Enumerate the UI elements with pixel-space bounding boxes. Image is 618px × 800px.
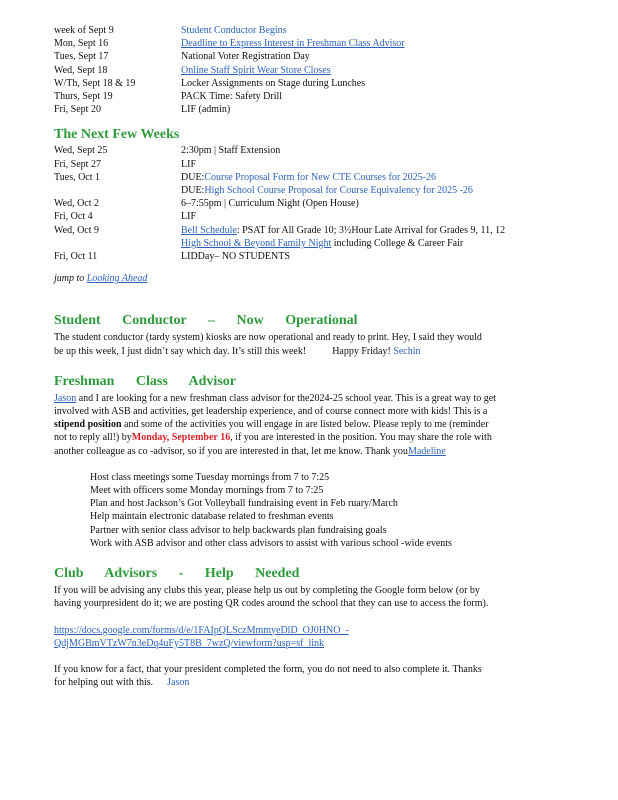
bullet-icon xyxy=(54,510,90,523)
freshman-text-3-body: and some of the activities you will engage in are listed below. Please reply to me (reminder xyxy=(121,419,489,431)
club-text-1: If you will be advising any clubs this year, please help us out by completing the Google form below (or by xyxy=(54,585,480,597)
calendar-row xyxy=(54,237,574,250)
bell-schedule-link[interactable]: Bell Schedule xyxy=(181,224,237,236)
calendar-date xyxy=(54,237,181,250)
signoff: Happy Friday! xyxy=(332,345,391,357)
calendar-event: Locker Assignments on Stage during Lunches xyxy=(181,77,366,89)
calendar-event-link[interactable]: Deadline to Express Interest in Freshman Class Advisor xyxy=(181,38,405,50)
calendar-event: LIF xyxy=(181,211,196,223)
calendar-row xyxy=(54,77,574,90)
event-detail: including College & Career Fair xyxy=(331,237,464,249)
list-item-text: Host class meetings some Tuesday mornings from 7 to 7:25 xyxy=(90,471,330,483)
bullet-icon xyxy=(54,471,90,484)
freshman-text-3 xyxy=(54,418,574,431)
calendar-event: LIF xyxy=(181,158,196,170)
calendar-event xyxy=(181,237,574,250)
calendar-event: 2:30pm | Staff Extension xyxy=(181,145,281,157)
club-text-4 xyxy=(54,676,574,689)
week-calendar xyxy=(54,24,574,116)
calendar-row xyxy=(54,50,574,63)
freshman-text-2: involved with ASB and activities, get leadership experience, and of course connect more with kids! This is a xyxy=(54,406,488,418)
event-detail: : PSAT for All Grade 10; 3½Hour Late Arrival for Grades 9, 11, 12 xyxy=(236,224,506,236)
author-name: Jason xyxy=(167,677,190,689)
club-text-3: If you know for a fact, that your president completed the form, you do not need to also complete it. Thanks xyxy=(54,663,482,675)
madeline-link[interactable]: Madeline xyxy=(407,445,446,457)
newsletter-page xyxy=(54,24,574,689)
google-form-url-1[interactable]: https://docs.google.com/forms/d/e/1FAIpQLSczMmmyeDlD_OJ0HNO_- xyxy=(54,624,349,636)
calendar-event: PACK Time: Safety Drill xyxy=(181,91,283,103)
section-heading-next-weeks: The Next Few Weeks xyxy=(54,127,180,143)
list-item xyxy=(54,497,574,510)
jason-link[interactable]: Jason xyxy=(54,392,77,404)
section-heading-freshman-advisor: Freshman Class Advisor xyxy=(54,373,236,389)
calendar-row xyxy=(54,171,574,184)
list-item xyxy=(54,484,574,497)
calendar-date: Tues, Oct 1 xyxy=(54,171,101,183)
due-prefix: DUE: xyxy=(181,185,205,197)
freshman-text-5-body: another colleague as co -advisor, so if you are interested in that, let me know. Thank you xyxy=(54,445,408,457)
google-form-link[interactable] xyxy=(54,624,574,650)
student-conductor-text-2-body: be up this week, I just didn’t say which day. It’s still this week! xyxy=(54,345,307,357)
list-item xyxy=(54,510,574,523)
calendar-date: Fri, Sept 20 xyxy=(54,104,101,116)
student-conductor-text-1: The student conductor (tardy system) kiosks are now operational and ready to print. Hey, I said they would xyxy=(54,332,482,344)
calendar-event: Student Conductor Begins xyxy=(181,25,287,36)
section-heading-club-advisors: Club Advisors - Help Needed xyxy=(54,566,300,582)
freshman-text-5 xyxy=(54,445,574,458)
list-item-text: Plan and host Jackson’s Got Volleyball fundraising event in Feb ruary/March xyxy=(90,498,398,510)
freshman-text-4-post: , if you are interested in the position. You may share the role with xyxy=(230,432,492,444)
deadline-date: Monday, September 16 xyxy=(131,432,231,444)
calendar-event: LIF (admin) xyxy=(181,104,231,116)
course-proposal-link[interactable]: Course Proposal Form for New CTE Courses for 2025-26 xyxy=(204,171,436,183)
calendar-date: Fri, Oct 11 xyxy=(54,251,98,263)
calendar-date: Wed, Oct 9 xyxy=(54,224,100,236)
course-equivalency-link[interactable]: High School Course Proposal for Course Equivalency for 2025 -26 xyxy=(204,185,473,197)
calendar-event xyxy=(181,224,574,237)
calendar-row xyxy=(54,103,574,116)
calendar-event xyxy=(181,171,574,184)
calendar-date: Wed, Sept 25 xyxy=(54,145,108,157)
due-prefix: DUE: xyxy=(181,171,205,183)
calendar-date: Fri, Sept 27 xyxy=(54,158,101,170)
calendar-row xyxy=(54,224,574,237)
list-item-text: Work with ASB advisor and other class advisors to assist with various school -wide events xyxy=(90,537,452,549)
calendar-date: Wed, Oct 2 xyxy=(54,198,100,210)
freshman-text-1-body: and I are looking for a new freshman class advisor for the2024-25 school year. This is a great way to get xyxy=(76,392,496,404)
calendar-date: Fri, Oct 4 xyxy=(54,211,93,223)
bullet-icon xyxy=(54,537,90,550)
calendar-row xyxy=(54,64,574,77)
calendar-row xyxy=(54,197,574,210)
author-name: Sechin xyxy=(393,345,421,357)
club-text-4-body: for helping out with this. xyxy=(54,677,154,689)
list-item xyxy=(54,524,574,537)
calendar-event: LIDDay– NO STUDENTS xyxy=(181,251,290,263)
next-weeks-calendar xyxy=(54,144,574,263)
calendar-row xyxy=(54,158,574,171)
advisor-duties-list xyxy=(54,471,574,550)
freshman-text-4-pre: not to reply all!) by xyxy=(54,432,132,444)
calendar-date: week of Sept 9 xyxy=(54,25,114,36)
calendar-row xyxy=(54,90,574,103)
calendar-row xyxy=(54,250,574,263)
list-item-text: Meet with officers some Monday mornings from 7 to 7:25 xyxy=(90,485,324,497)
jump-to-line xyxy=(54,272,574,285)
calendar-date: Wed, Sept 18 xyxy=(54,64,108,76)
family-night-link[interactable]: High School & Beyond Family Night xyxy=(181,237,332,249)
calendar-row xyxy=(54,210,574,223)
calendar-date: Mon, Sept 16 xyxy=(54,38,109,50)
calendar-row xyxy=(54,37,574,50)
calendar-event-link[interactable]: Online Staff Spirit Wear Store Closes xyxy=(181,64,331,76)
google-form-url-2[interactable]: QdjMGBmVTzW7n3eDq4uFy5T8B_7wzQ/viewform?usp=sf_link xyxy=(54,637,325,649)
calendar-date: W/Th, Sept 18 & 19 xyxy=(54,77,136,89)
calendar-date: Thurs, Sept 19 xyxy=(54,91,113,103)
bullet-icon xyxy=(54,524,90,537)
freshman-text-4 xyxy=(54,431,574,444)
list-item xyxy=(54,471,574,484)
section-heading-student-conductor: Student Conductor – Now Operational xyxy=(54,313,358,329)
calendar-date: Tues, Sept 17 xyxy=(54,51,109,63)
calendar-event: 6–7:55pm | Curriculum Night (Open House) xyxy=(181,198,359,210)
calendar-event: National Voter Registration Day xyxy=(181,51,310,63)
calendar-row xyxy=(54,184,574,197)
calendar-date xyxy=(54,184,181,197)
bullet-icon xyxy=(54,497,90,510)
list-item-text: Partner with senior class advisor to help backwards plan fundraising goals xyxy=(90,524,387,536)
bullet-icon xyxy=(54,484,90,497)
jump-prefix: jump to xyxy=(54,273,85,285)
club-text-2: having yourpresident do it; we are posting QR codes around the school that they can use to access the form). xyxy=(54,598,489,610)
stipend-emphasis: stipend position xyxy=(54,419,122,431)
calendar-event xyxy=(181,184,574,197)
calendar-row xyxy=(54,144,574,157)
calendar-row xyxy=(54,24,574,37)
list-item-text: Help maintain electronic database related to freshman events xyxy=(90,511,334,523)
looking-ahead-link[interactable]: Looking Ahead xyxy=(86,273,148,285)
list-item xyxy=(54,537,574,550)
student-conductor-text-2 xyxy=(54,345,574,358)
freshman-text-1 xyxy=(54,392,574,405)
